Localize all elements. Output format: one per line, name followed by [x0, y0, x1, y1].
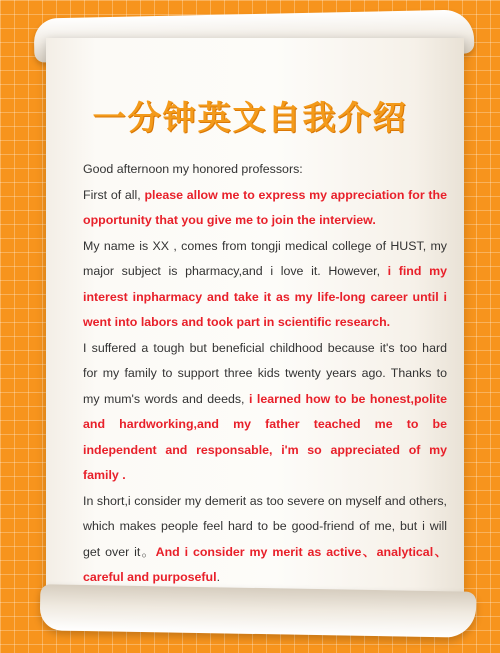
page-title: 一分钟英文自我介绍	[92, 98, 408, 137]
highlighted-text: And i consider my merit as active、analytical、careful and purposeful	[83, 544, 447, 584]
scroll-bottom-curl	[40, 584, 477, 638]
highlighted-text: i find my interest inpharmacy and take it as my life-long career until i went into labors and took part in scientific research.	[83, 264, 447, 329]
paragraph-childhood	[83, 336, 447, 489]
paragraph-merits	[83, 489, 447, 591]
text-segment: In short,i consider my demerit as too severe on myself and others, which makes people feel hard to be good-friend of me, but i will get over it。	[83, 493, 447, 559]
text-segment: Good afternoon my honored professors:	[83, 162, 303, 176]
intro-body	[83, 157, 447, 591]
text-segment: .	[216, 570, 221, 584]
text-segment: First of all,	[83, 187, 145, 202]
highlighted-text: i learned how to be honest,polite and hardworking,and my father teached me to be independent and responsable, i'm so appreciated of my family .	[83, 391, 447, 482]
highlighted-text: please allow me to express my appreciation for the opportunity that you give me to join the interview.	[83, 187, 447, 227]
text-segment: My name is XX , comes from tongji medical college of HUST, my major subject is pharmacy,and i love it. However,	[83, 238, 447, 278]
paragraph-name-major	[83, 234, 447, 336]
text-segment: I suffered a tough but beneficial childhood because it's too hard for my family to support three kids twenty years ago. Thanks to my mum's words and deeds,	[83, 340, 447, 406]
paragraph-greeting	[83, 157, 447, 183]
paragraph-appreciation	[83, 183, 447, 234]
